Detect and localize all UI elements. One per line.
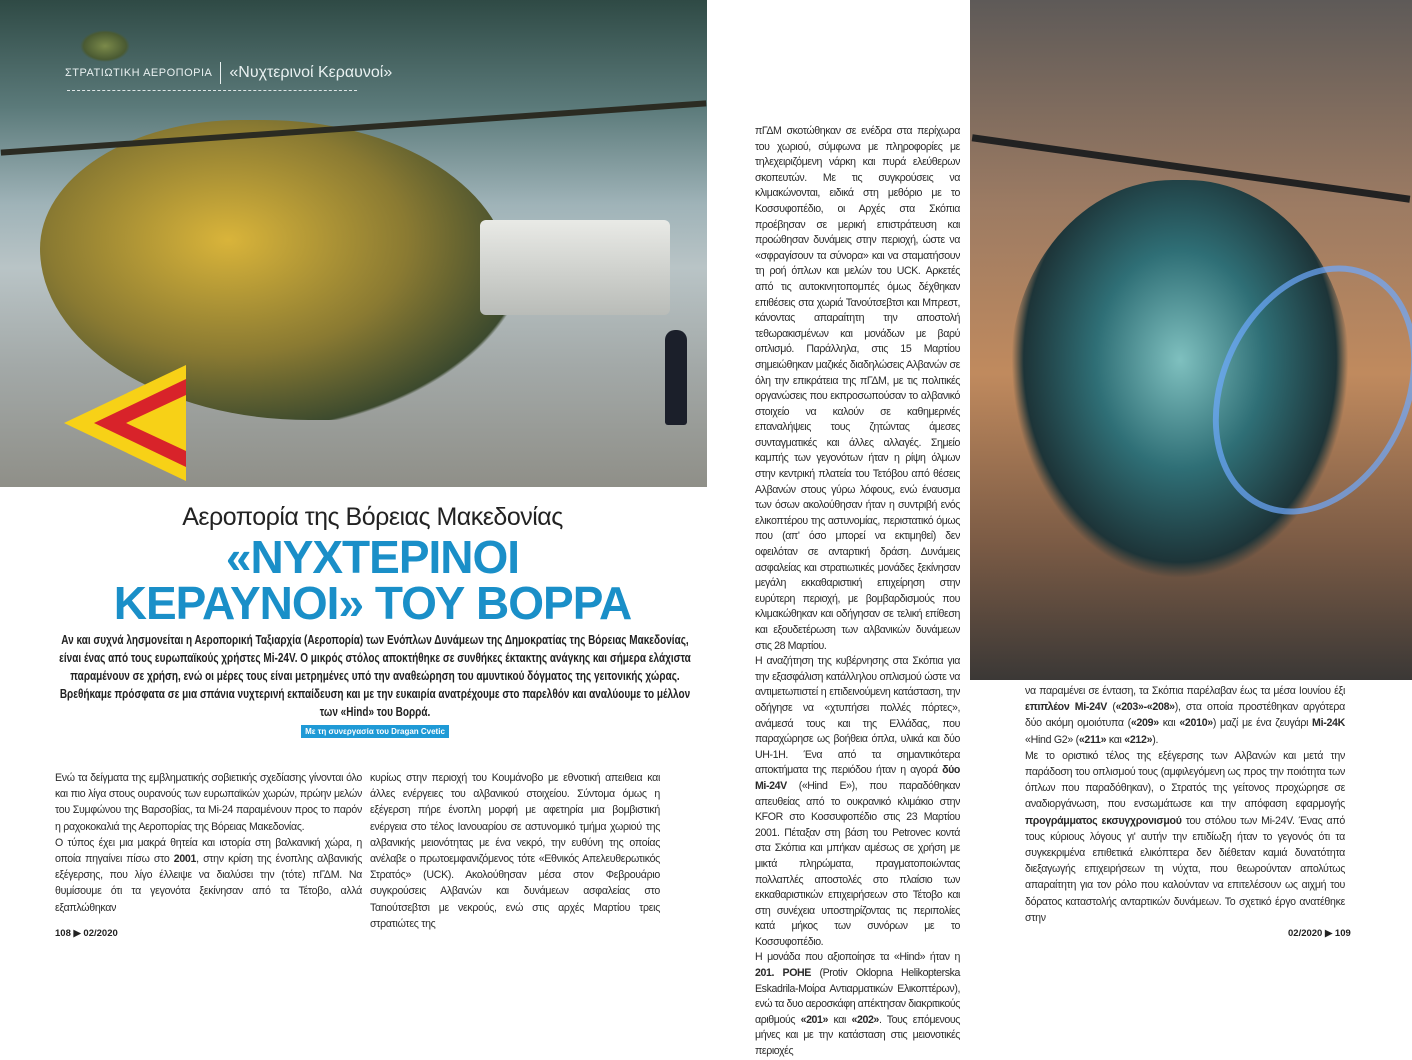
page-number-left: 108 ▶ 02/2020: [55, 928, 118, 939]
headline-line-1: «ΝΥΧΤΕΡΙΝΟΙ: [225, 531, 520, 583]
air-force-roundel-icon: [64, 365, 186, 481]
headline-line-2: ΚΕΡΑΥΝΟΙ» ΤΟΥ ΒΟΡΡΑ: [113, 577, 632, 629]
text-run: κυρίως στην περιοχή του Κουμάνοβο με εθνοτική απειθεια και άλλες ενέργειες του αλβανικού στοιχείου. Σύντομα όμως η εξέγερση πήρε ένοπλη μορφή με αφετηρία μια βομβιστική ενέργεια στο τέλος Ιανουαρίου σε αστυνομικό τμήμα χωριού της αλβανικής μειονότητας με ένα νεκρό, την ευθύνη της οποίας ανέλαβε ο πρωτοεμφανιζόμενος τότε «Εθνικός Απελευθερωτικός Στρατός» (UCK). Ακολούθησαν μέσα στον Φεβρουάριο συγκρούσεις Αλβανών και δυνάμεων ασφαλείας στο Ταnούτσεβτσι με νεκρούς, ενώ στις αρχές Μαρτίου τρεις στρατιώτες της: [370, 772, 660, 930]
text-run: (Protiv Oklopna Helikopterska Eskadrila-Μοίρα Αντιαρματικών Ελικοπτέρων), ενώ τα δυο αεροσκάφη απέκτησαν διακριτικούς αριθμούς: [755, 967, 960, 1026]
lede-block: [55, 631, 695, 738]
section-rule: [67, 90, 357, 91]
text-run: πΓΔΜ σκοτώθηκαν σε ενέδρα στα περίχωρα του χωριού, σύμφωνα με πληροφορίες με τηλεχειριζόμενη νάρκη και πυρά ελεύθερων σκοπευτών. Με τις συγκρούσεις να κλιμακώνονται, ειδικά στη μεθόριο με το Κοσσυφοπέδιο, οι Αρχές στα Σκόπια προέβησαν σε μερική επιστράτευση και προώθησαν δυνάμεις στην περιοχή, ώστε να «σφραγίσουν τα σύνορα» και να σταματήσουν τη ροή όπλων και μελών του UCK. Αρκετές από τις αυτοκινητοπομπές όμως δέχθηκαν επιθέσεις στα χωριά Τανούτσεβτσι και Μπρεστ, κάνοντας απαραίτητη την αποστολή τεθωρακισμένων και μονάδων με βαρύ οπλισμό. Παράλληλα, στις 15 Μαρτίου σημειώθηκαν μαζικές διαδηλώσεις Αλβανών σε όλη την επικράτεια της πΓΔΜ, με τις πολιτικές οργανώσεις που εκπροσωπούσαν το αλβανικό στοιχείο να καλούν σε καθημερινές επαναλήψεις τους ζητώντας άμεσες συνταγματικές και άλλες αλλαγές. Σημείο καμπής των γεγονότων ήταν η ρίψη όλμων στην κεντρική πλατεία του Τετόβου από θέσεις Αλβανών στους γύρω λόφους, ενώ έναυσμα των όσων ακολούθησαν ήταν η συντριβή ενός ελικοπτέρου της αστυνομίας, περιστατικό όμως που (απ' όσο μπορεί να εκτιμηθεί) δεν οφειλόταν σε ανταρτική δράση. Δυνάμεις ασφαλείας και στρατιωτικές μονάδες ξεκίνησαν μεγάλη εκκαθαριστική επιχείρηση στην ευρύτερη περιοχή, με βομβαρδισμούς που κλιμακώθηκαν και οδήγησαν σε τελική επίθεση και εξουδετέρωση των αλβανικών δυνάμεων στις 28 Μαρτίου.: [755, 125, 960, 652]
text-run: . Τους επόμενους μήνες και με την κατάσταση στις μειονοτικές περιοχές: [755, 1013, 960, 1058]
service-truck: [480, 220, 670, 315]
text-run: ) μαζί με ένα ζευγάρι: [1212, 717, 1313, 730]
palm-tree: [80, 30, 130, 62]
text-run: 2001: [173, 853, 197, 866]
paragraph: [1025, 683, 1345, 748]
paragraph: [370, 770, 660, 932]
article-lede: Αν και συχνά λησμονείται η Αεροπορική Ταξιαρχία (Αεροπορία) των Ενόπλων Δυνάμεων της Δημοκρατίας της Βόρειας Μακεδονίας, είναι ένας από τους ευρωπαϊκούς χρήστες Mi-24V. Ο μικρός στόλος αποκτήθηκε σε συνθήκες έκτακτης ανάγκης και σήμερα ελάχιστα παραμένουν σε χρήση, ενώ οι μέρες τους είναι μετρημένες υπό την αναθεώρηση του αμυντικού δόγματος της γειτονικής χώρας. Βρεθήκαμε πρόσφατα σε μια σπάνια νυχτερινή εκπαίδευση και με την ευκαιρία ανατρέχουμε στο παρελθόν και αναλύουμε το μέλλον των «Hind» του Βορρά.: [59, 633, 691, 719]
text-run: Mi-24K: [1312, 717, 1345, 730]
text-run: δύο Mi-24V: [755, 764, 960, 792]
text-run: Ο τύπος έχει μια μακρά θητεία και ιστορία στη βαλκανική χώρα, η οποία πηγαίνει πίσω στο: [55, 836, 362, 866]
text-run: Με το οριστικό τέλος της εξέγερσης των Αλβανών και μετά την παράδοση του οπλισμού τους (αμφιλεγόμενη ως προς την ποιότητα των όπλων που παραδόθηκαν), ο Στρατός της γείτονος προχώρησε σε αναδιοργάνωση, που ενσωμάτωσε και την απόφαση εφαρμογής: [1025, 749, 1345, 811]
text-run: «203»-«208»: [1115, 701, 1175, 714]
text-run: του στόλου των Mi-24V. Ένας από τους κύριους λόγους γι' αυτήν την επιδίωξη ήταν το γεγονός ότι τα συγκεκριμένα επιθετικά ελικόπτερα δεν διέθεταν καμιά δυνατότητα διεξαγωγής επιχειρήσεων τη νύχτα, που θεωρούνταν απολύτως απαραίτητη για τον ρόλο που καλούνταν να επιτελέσουν ως αιχμή του δόρατος καταστολής ανταρτικών δυνάμεων. Το σχετικό έργο ανατέθηκε στην: [1025, 814, 1345, 924]
text-run: προγράμματος εκσυγχρονισμού: [1025, 814, 1182, 827]
text-run: «201»: [800, 1013, 829, 1026]
text-run: «209»: [1130, 717, 1159, 730]
text-run: «211»: [1078, 733, 1107, 746]
text-run: , στην κρίση της ένοπλης αλβανικής εξέγερσης, που λίγο έλλειψε να διαλύσει την (τότε) πΓΔΜ. Να θυμίσουμε ότι τα γεγονότα ξεκίνησαν από τα Τέτοβο, αλλά εξαπλώθηκαν: [55, 853, 362, 914]
paragraph: [755, 950, 960, 1059]
paragraph: [55, 835, 362, 916]
text-run: και: [1158, 717, 1180, 730]
text-run: Η αναζήτηση της κυβέρνησης στα Σκόπια για την εξασφάλιση κατάλληλου οπλισμού ώστε να αντιμετωπιστεί η επιδεινούμενη κατάσταση, την οδήγησε να «χτυπήσει πολλές πόρτες», ανάμεσά τους και της Ελλάδας, που παραχώρησε ως βοήθεια όπλα, υλικά και δύο UH-1H. Ένα από τα σημαντικότερα αποκτήματα της περιόδου ήταν η αγορά: [755, 655, 960, 777]
text-run: (: [1107, 701, 1116, 714]
text-run: ).: [1152, 733, 1159, 746]
body-column-1: [55, 770, 362, 916]
photo-credit-badge: Με τη συνεργασία του Dragan Cvetic: [301, 725, 449, 738]
body-column-4: [1025, 683, 1345, 926]
helicopter-night-photo: [970, 0, 1412, 680]
text-run: Η μονάδα που αξιοποίησε τα «Hind» ήταν η: [755, 951, 960, 964]
paragraph: [1025, 748, 1345, 926]
text-run: 201. POHE: [755, 967, 811, 980]
section-category: ΣΤΡΑΤΙΩΤΙΚΗ ΑΕΡΟΠΟΡΙΑ: [65, 67, 213, 79]
paragraph: [755, 654, 960, 950]
text-run: «212»: [1124, 733, 1153, 746]
text-run: «202»: [851, 1013, 879, 1026]
page-number-right: 02/2020 ▶ 109: [1288, 928, 1351, 939]
section-title: «Νυχτερινοί Κεραυνοί»: [229, 64, 393, 81]
text-run: Ενώ τα δείγματα της εμβληματικής σοβιετικής σχεδίασης γίνονται όλο και πιο λίγα στους ουρανούς των ευρωπαϊκών χωρών, πρώην μελών του Συμφώνου της Βαρσοβίας, τα Mi-24 παραμένουν προς το παρόν η ραχοκοκαλιά της Αεροπορίας της Βόρειας Μακεδονίας.: [55, 772, 362, 833]
text-run: και: [1106, 733, 1125, 746]
article-headline: [0, 531, 745, 629]
paragraph: [55, 770, 362, 835]
text-run: να παραμένει σε ένταση, τα Σκόπια παρέλαβαν έως τα μέσα Ιουνίου έξι: [1025, 685, 1345, 697]
text-run: και: [828, 1013, 852, 1026]
body-column-2: [370, 770, 660, 932]
text-run: επιπλέον Mi-24V: [1025, 701, 1108, 714]
helicopter-day-photo: [0, 0, 707, 487]
article-kicker: Αεροπορία της Βόρειας Μακεδονίας: [182, 503, 563, 531]
text-run: «Hind G2» (: [1025, 733, 1079, 746]
section-header: [65, 62, 392, 84]
divider: [220, 62, 221, 84]
ground-crew-person: [665, 330, 687, 425]
body-column-3: [755, 124, 960, 1060]
text-run: ), στα οποία προστέθηκαν αργότερα δύο ακόμη ομοιότυπα (: [1025, 701, 1345, 730]
text-run: «2010»: [1179, 717, 1213, 730]
text-run: («Hind E»), που παραδόθηκαν απευθείας από το ουκρανικό κλιμάκιο στην KFOR στο Κοσσυφοπέδιο στις 23 Μαρτίου 2001. Πέταξαν στη βάση του Petrovec κοντά στα Σκόπια και μπήκαν αμέσως σε χρήση με μικτά πληρώματα, πραγματοποιώντας πολλαπλές αποστολές στο πλαίσιο των εκκαθαριστικών επιχειρήσεων στο Τέτοβο και στη συνέχεια υποστηρίζοντας τις περιπολίες κατά μήκος των συνόρων με το Κοσσυφοπέδιο.: [755, 779, 960, 948]
paragraph: [755, 124, 960, 654]
